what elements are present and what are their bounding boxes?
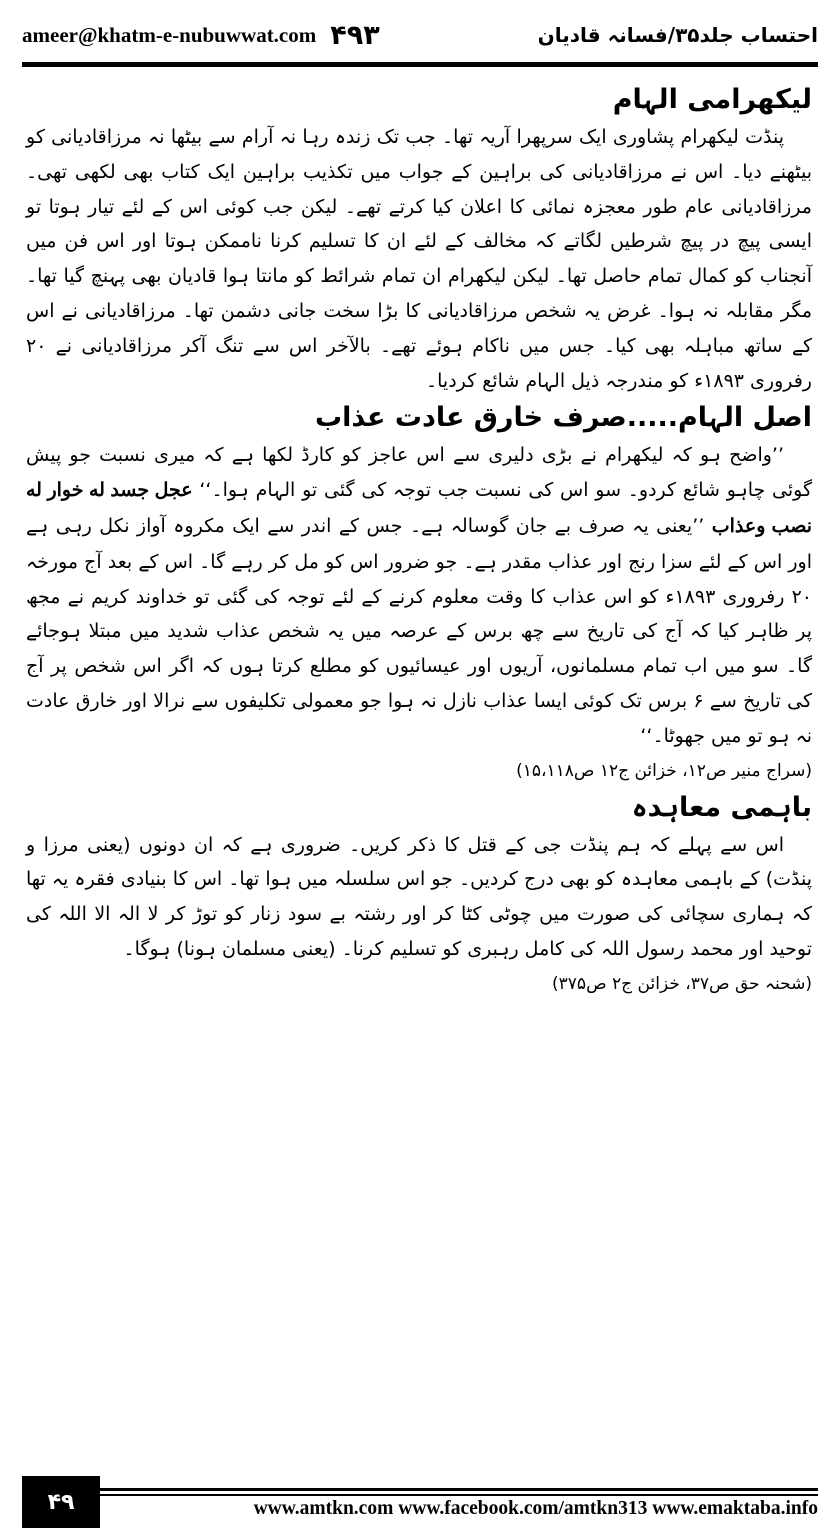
citation-row	[26, 754, 812, 788]
header-email: ameer@khatm-e-nubuwwat.com	[22, 22, 317, 47]
citation-siraj-munir: (سراج منیر ص۱۲، خزائن ج۱۲ ص۱۵،۱۱۸)	[516, 760, 812, 781]
header-rule	[22, 62, 818, 67]
header-book-title: احتساب جلد۳۵/فسانہ قادیان	[537, 23, 818, 47]
header-left	[22, 20, 380, 51]
footer-book-page: ۴۹	[22, 1476, 100, 1528]
ilham-quote-continuation: ’’یعنی یہ صرف بے جان گوسالہ ہے۔ جس کے اندر سے ایک مکروہ آواز نکل رہی ہے اور اس کے لئے سزا رنج اور عذاب مقدر ہے۔ جو ضرور اس کو مل کر رہے گا۔ اس کے بعد آج مورخہ ۲۰ رفروری ۱۸۹۳ء کو اس عذاب کا وقت معلوم کرنے کے لئے توجہ کی گئی تو خداوند کریم نے مجھ پر ظاہر کیا کہ آج کی تاریخ سے چھ برس کے عرصہ میں یہ شخص عذاب شدید میں مبتلا ہوجائے گا۔ سو میں اب تمام مسلمانوں، آریوں اور عیسائیوں کو مطلع کرتا ہوں کہ اگر اس شخص پر آج کی تاریخ سے ۶ برس تک کوئی ایسا عذاب نازل نہ ہوا جو معمولی تکلیفوں سے نرالا اور خارق عادت نہ ہو تو میں جھوٹا۔‘‘	[26, 514, 812, 747]
ilham-quote-text: ’’واضح ہو کہ لیکھرام نے بڑی دلیری سے اس عاجز کو کارڈ لکھا ہے کہ میری نسبت جو پیش گوئی چاہو شائع کردو۔ سو اس کی نسبت جب توجہ کی گئی تو الہام ہوا۔‘‘	[26, 444, 812, 502]
page-header	[22, 14, 818, 56]
section-heading-asl-ilham: اصل الہام.....صرف خارق عادت عذاب	[315, 402, 812, 434]
page-body	[26, 80, 812, 1001]
footer-rule-bottom	[22, 1494, 818, 1496]
header-page-number: ۴۹۳	[330, 19, 380, 51]
section-heading-lekhram: لیکھرامی الہام	[612, 84, 812, 115]
paragraph-muahida: اس سے پہلے کہ ہم پنڈت جی کے قتل کا ذکر کریں۔ ضروری ہے کہ ان دونوں (یعنی مرزا و پنڈت) کے باہمی معاہدہ کو بھی درج کردیں۔ جو اس سلسلہ میں ہوا تھا۔ اس کا بنیادی فقرہ یہ تھا کہ ہماری سچائی کی صورت میں چوٹی کٹا کر اور رشتہ بے سود زنار کو توڑ کر لا الہ الا اللہ کی توحید اور محمد رسول اللہ کی کامل رہبری کو تسلیم کرنا۔ (یعنی مسلمان ہونا) ہوگا۔	[26, 833, 812, 960]
footer-rule-top	[22, 1488, 818, 1491]
paragraph-lekhram: پنڈت لیکھرام پشاوری ایک سرپھرا آریہ تھا۔ جب تک زندہ رہا نہ آرام سے بیٹھا نہ مرزاقادیانی کو بیٹھنے دیا۔ اس نے مرزاقادیانی کی براہین کے جواب میں تکذیب براہین ایک کتاب بھی لکھی تھی۔ مرزاقادیانی عام طور معجزہ نمائی کا اعلان کیا کرتے تھے۔ لیکن جب کوئی اس کے لئے تیار ہوتا تو ایسی پیچ در پیچ شرطیں لگاتے کہ مخالف کے لئے ان کا تسلیم کرنا ناممکن ہوتا اور اس فن میں آنجناب کو کمال تمام حاصل تھا۔ لیکن لیکھرام ان تمام شرائط کو مانتا ہوا قادیان بھی پہنچ گیا تھا۔ مگر مقابلہ نہ ہوا۔ غرض یہ شخص مرزاقادیانی کا بڑا سخت جانی دشمن تھا۔ مرزاقادیانی نے اس کے ساتھ مباہلہ بھی کیا۔ جس میں ناکام ہوئے تھے۔ بالآخر اس سے تنگ آکر مرزاقادیانی نے ۲۰ رفروری ۱۸۹۳ء کو مندرجہ ذیل الہام شائع کردیا۔	[26, 126, 812, 392]
page-footer	[22, 1488, 818, 1528]
arabic-phrase: عجل جسد له خوار له نصب وعذاب	[26, 480, 812, 537]
citation-shahna-haq: (شحنہ حق ص۳۷، خزائن ج۲ ص۳۷۵)	[552, 973, 812, 994]
section-heading-muahida: باہمی معاہدہ	[631, 791, 812, 823]
footer-websites: www.amtkn.com www.facebook.com/amtkn313 www.emaktaba.info	[253, 1498, 818, 1519]
paragraph-ilham-quote	[26, 438, 812, 753]
